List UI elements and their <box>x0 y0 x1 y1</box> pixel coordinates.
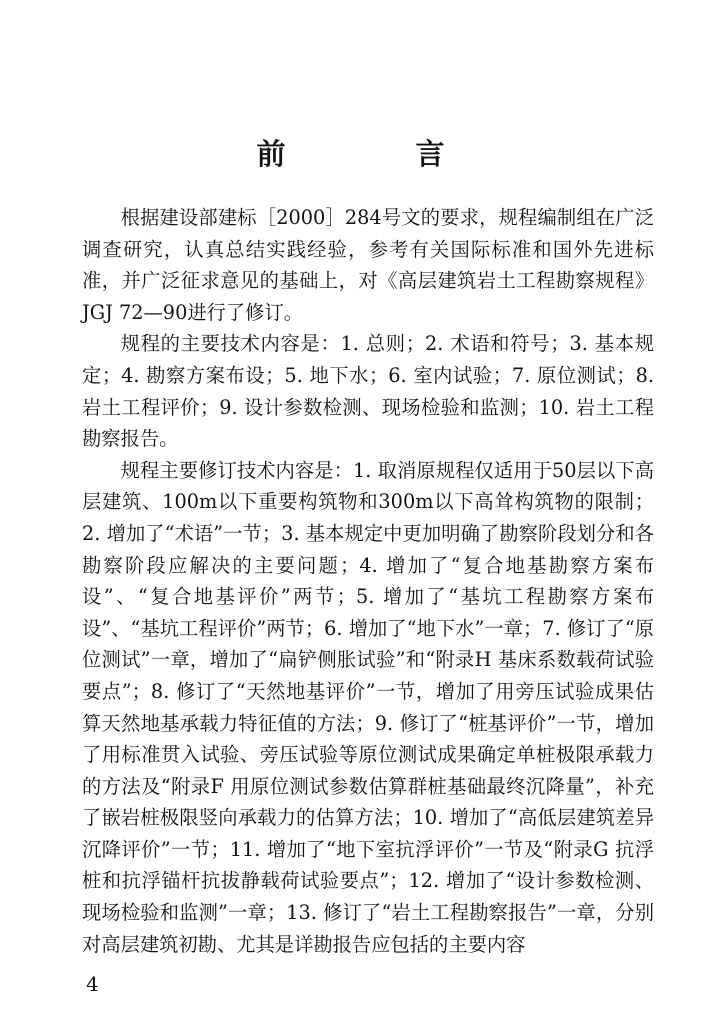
preface-body <box>82 202 654 960</box>
paragraph-revision-contents: 规程主要修订技术内容是：1. 取消原规程仅适用于50层以下高层建筑、100m以下重要构筑物和300m以下高耸构筑物的限制；2. 增加了“术语”一节；3. 基本规定中更加明确了勘察阶段划分和各勘察阶段应解决的主要问题；4. 增加了“复合地基勘察方案布设”、“复合地基评价”两节；5. 增加了“基坑工程勘察方案布设”、“基坑工程评价”两节；6. 增加了“地下水”一章；7. 修订了“原位测试”一章，增加了“扁铲侧胀试验”和“附录H 基床系数载荷试验要点”；8. 修订了“天然地基评价”一节，增加了用旁压试验成果估算天然地基承载力特征值的方法；9. 修订了“桩基评价”一节，增加了用标准贯入试验、旁压试验等原位测试成果确定单桩极限承载力的方法及“附录F 用原位测试参数估算群桩基础最终沉降量”，补充了嵌岩桩极限竖向承载力的估算方法；10. 增加了“高低层建筑差异沉降评价”一节；11. 增加了“地下室抗浮评价”一节及“附录G 抗浮桩和抗浮锚杆抗拔静载荷试验要点”；12. 增加了“设计参数检测、现场检验和监测”一章；13. 修订了“岩土工程勘察报告”一章，分别对高层建筑初勘、尤其是详勘报告应包括的主要内容 <box>82 458 654 956</box>
page-number: 4 <box>86 972 99 996</box>
paragraph-main-contents: 规程的主要技术内容是：1. 总则；2. 术语和符号；3. 基本规定；4. 勘察方案布设；5. 地下水；6. 室内试验；7. 原位测试；8. 岩土工程评价；9. 设计参数检测、现场检验和监测；10. 岩土工程勘察报告。 <box>82 332 654 451</box>
page-title: 前 言 <box>256 137 505 171</box>
paragraph-revision-basis: 根据建设部建标［2000］284号文的要求，规程编制组在广泛调查研究，认真总结实践经验，参考有关国际标准和国外先进标准，并广泛征求意见的基础上，对《高层建筑岩土工程勘察规程》JGJ 72—90进行了修订。 <box>82 206 654 324</box>
